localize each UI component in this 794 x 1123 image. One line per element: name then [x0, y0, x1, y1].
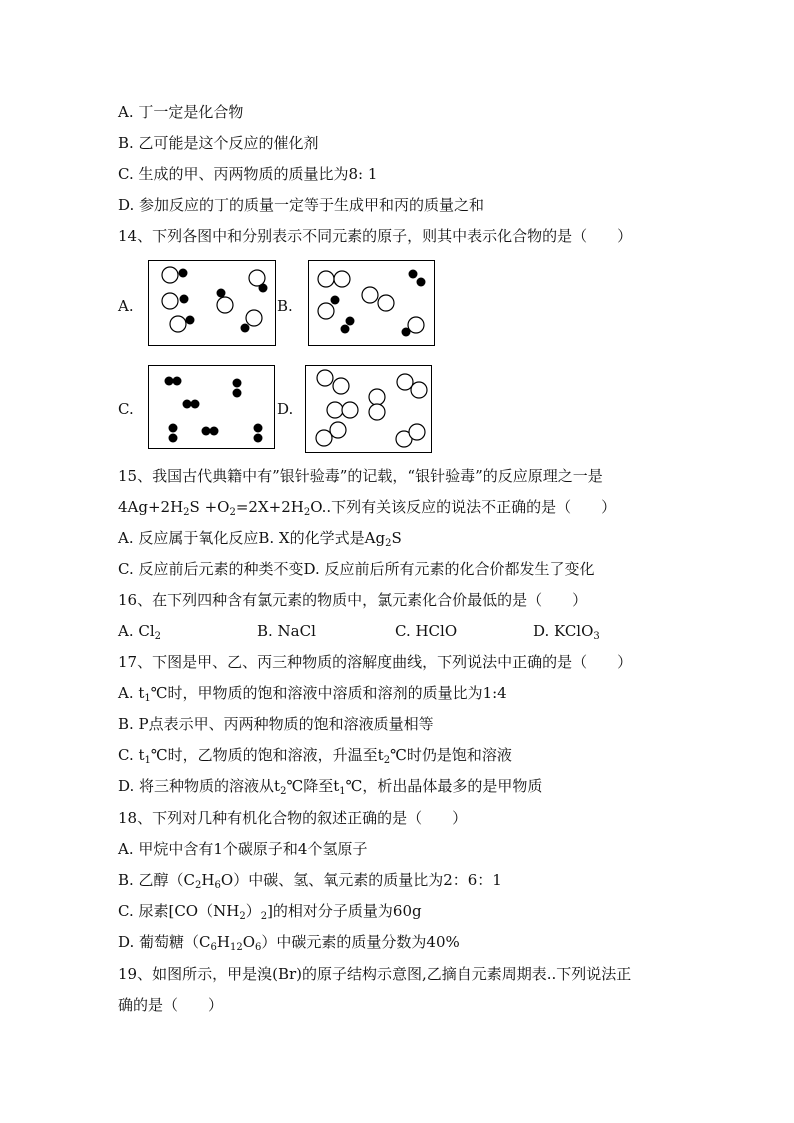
q17-stem: 17、下图是甲、乙、丙三种物质的溶解度曲线，下列说法中正确的是（ ）: [118, 653, 633, 671]
q18-option-b: B. 乙醇$(C_2H_6O)$中碳、氢、氧元素的质量比为2：6：1: [118, 871, 502, 891]
q18-option-a: A. 甲烷中含有1个碳原子和4个氢原子: [118, 840, 368, 858]
q14-label-d: D.: [277, 400, 294, 418]
q15-option-d: D. 反应前后所有元素的化合价都发生了变化: [303, 560, 595, 578]
q16-option-c: C. HClO: [395, 622, 458, 640]
q16-option-a: A. $Cl_2$: [118, 622, 162, 642]
q14-figure-b: [308, 260, 435, 346]
q15-option-b: B. X的化学式是$Ag_2S$: [258, 529, 402, 549]
q15-equation: $4Ag+2H_2S +O_2=2X+2H_2O$..下列有关该反应的说法不正确的是（ ）: [118, 498, 617, 518]
q17-option-a: A. $t_1℃$时，甲物质的饱和溶液中溶质和溶剂的质量比为1:4: [118, 684, 507, 704]
q13-option-c: C. 生成的甲、丙两物质的质量比为8: 1: [118, 165, 378, 183]
molecule-diagram-c: [149, 366, 273, 447]
q14-figure-c: [148, 365, 275, 449]
q15-options-ab: [118, 528, 402, 548]
q18-option-c: C. 尿素$[CO(NH_2)_2]$的相对分子质量为60g: [118, 902, 422, 922]
q16-option-b: B. NaCl: [257, 622, 316, 640]
q18-option-d: D. 葡萄糖$(C_6H_{12}O_6)$中碳元素的质量分数为40%: [118, 933, 460, 953]
q16-options: [118, 621, 638, 643]
q15-options-cd: [118, 559, 595, 579]
q13-option-d: D. 参加反应的丁的质量一定等于生成甲和丙的质量之和: [118, 196, 485, 214]
q14-figure-d: [305, 365, 432, 453]
q19-stem-line2: 确的是（ ）: [118, 996, 224, 1014]
molecule-diagram-a: [149, 261, 274, 344]
q14-stem: 14、下列各图中和分别表示不同元素的原子，则其中表示化合物的是（ ）: [118, 227, 633, 245]
q13-option-a: A. 丁一定是化合物: [118, 103, 244, 121]
q17-option-c: C. $t_1℃$时，乙物质的饱和溶液，升温至$t_2℃$时仍是饱和溶液: [118, 746, 512, 766]
q15-stem: 15、我国古代典籍中有”银针验毒”的记载，“银针验毒”的反应原理之一是: [118, 467, 603, 485]
q18-stem: 18、下列对几种有机化合物的叙述正确的是（ ）: [118, 809, 468, 827]
q16-stem: 16、在下列四种含有氯元素的物质中，氯元素化合价最低的是（ ）: [118, 591, 588, 609]
q14-label-a: A.: [118, 297, 134, 315]
q14-figure-a: [148, 260, 276, 346]
q14-label-c: C.: [118, 400, 134, 418]
molecule-diagram-b: [309, 261, 433, 344]
q13-option-b: B. 乙可能是这个反应的催化剂: [118, 134, 319, 152]
q19-stem-line1: 19、如图所示，甲是溴(Br)的原子结构示意图,乙摘自元素周期表..下列说法正: [118, 965, 632, 983]
q15-option-a: A. 反应属于氧化反应: [118, 529, 259, 547]
q15-option-c: C. 反应前后元素的种类不变: [118, 560, 304, 578]
q17-option-b: B. P点表示甲、丙两种物质的饱和溶液质量相等: [118, 715, 434, 733]
molecule-diagram-d: [306, 366, 430, 451]
q14-label-b: B.: [277, 297, 293, 315]
q17-option-d: D. 将三种物质的溶液从$t_2℃$降至$t_1℃$，析出晶体最多的是甲物质: [118, 777, 543, 797]
q16-option-d: D. KClO$_3$: [533, 622, 600, 642]
